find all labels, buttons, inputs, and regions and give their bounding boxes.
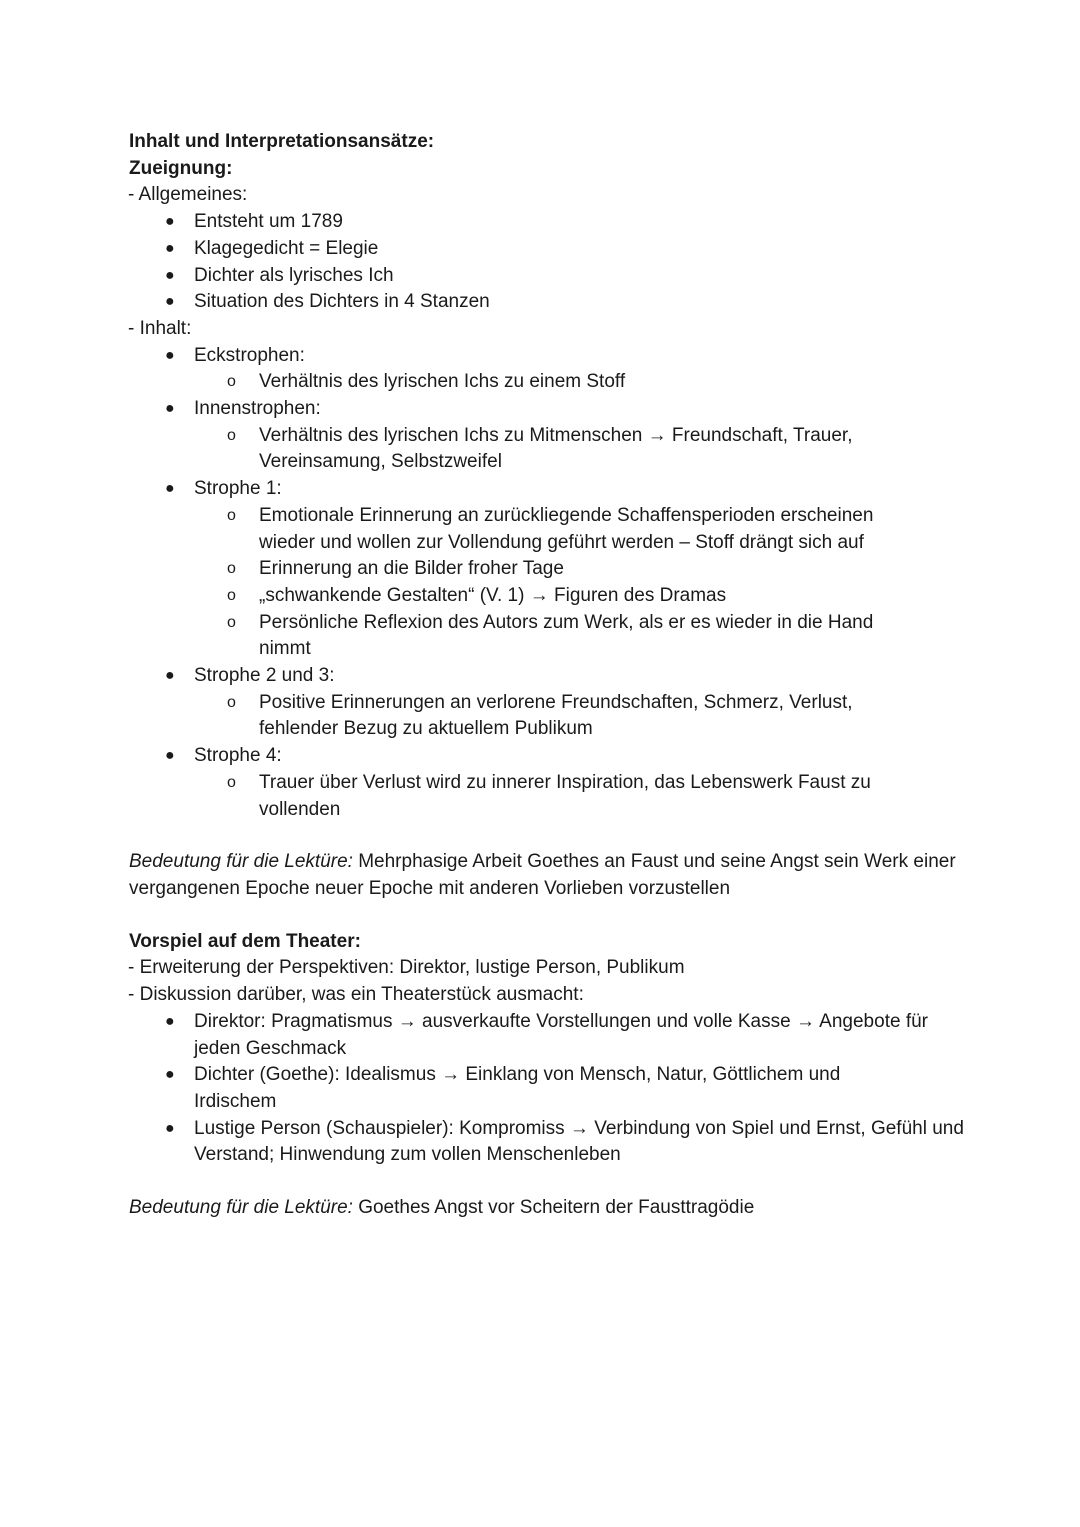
bullet-icon: ● bbox=[165, 1119, 175, 1137]
bullet-icon: ● bbox=[165, 480, 175, 498]
list-item: ● Lustige Person (Schauspieler): Kompromiss → Verbindung von Spiel und Ernst, Gefühl und Verstand; Hinwendung zum vollen Menschenleben bbox=[165, 1117, 964, 1166]
sub-list-item: o Erinnerung an die Bilder froher Tage bbox=[129, 556, 969, 583]
list-item: ● Klagegedicht = Elegie bbox=[129, 236, 969, 263]
list-item: ● Dichter (Goethe): Idealismus → Einklang von Mensch, Natur, Göttlichem und Irdischem bbox=[165, 1064, 841, 1112]
list-item: ● Entsteht um 1789 bbox=[129, 209, 969, 236]
zueignung-bedeutung: Bedeutung für die Lektüre: Mehrphasige Arbeit Goethes an Faust und seine Angst sein Werk einer vergangenen Epoche neuer Epoche mit anderen Vorlieben vorzustellen bbox=[129, 851, 956, 899]
sub-list-item: o Trauer über Verlust wird zu innerer Inspiration, das Lebenswerk Faust zu vollenden bbox=[227, 771, 871, 820]
vorspiel-line: - Erweiterung der Perspektiven: Direktor, lustige Person, Publikum bbox=[128, 957, 685, 979]
sub-list-item: o „schwankende Gestalten“ (V. 1) → Figuren des Dramas bbox=[129, 583, 969, 610]
list-item: ● Eckstrophen: bbox=[129, 343, 969, 370]
inhalt-label: - Inhalt: bbox=[128, 317, 192, 339]
sub-list-item: o Positive Erinnerungen an verlorene Freundschaften, Schmerz, Verlust, fehlender Bezug zu aktuellem Publikum bbox=[227, 691, 853, 740]
bullet-icon: ● bbox=[165, 1012, 175, 1030]
allgemeines-label: - Allgemeines: bbox=[128, 184, 248, 206]
bullet-icon: ● bbox=[165, 239, 175, 257]
sub-list-item: o Verhältnis des lyrischen Ichs zu Mitmenschen → Freundschaft, Trauer, Vereinsamung, Selbstzweifel bbox=[227, 424, 853, 473]
sub-list-item: o Persönliche Reflexion des Autors zum Werk, als er es wieder in die Hand nimmt bbox=[227, 611, 874, 660]
circle-bullet-icon: o bbox=[227, 506, 236, 524]
list-item: ● Strophe 2 und 3: bbox=[129, 663, 969, 690]
sub-list-item: o Verhältnis des lyrischen Ichs zu einem Stoff bbox=[129, 369, 969, 396]
bullet-icon: ● bbox=[165, 1066, 175, 1084]
list-item: ● Situation des Dichters in 4 Stanzen bbox=[129, 289, 969, 316]
zueignung-title: Zueignung: bbox=[129, 157, 233, 179]
circle-bullet-icon: o bbox=[227, 586, 236, 604]
vorspiel-bedeutung: Bedeutung für die Lektüre: Goethes Angst vor Scheitern der Fausttragödie bbox=[129, 1197, 755, 1219]
bullet-icon: ● bbox=[165, 213, 175, 231]
list-item: ● Strophe 1: bbox=[129, 476, 969, 503]
circle-bullet-icon: o bbox=[227, 426, 236, 444]
sub-list-item: o Emotionale Erinnerung an zurückliegende Schaffensperioden erscheinen wieder und wollen zur Vollendung geführt werden – Stoff drängt sich auf bbox=[227, 504, 874, 553]
bullet-icon: ● bbox=[165, 266, 175, 284]
circle-bullet-icon: o bbox=[227, 613, 236, 631]
document-page bbox=[129, 129, 969, 1222]
circle-bullet-icon: o bbox=[227, 693, 236, 711]
section-heading: Inhalt und Interpretationsansätze: bbox=[129, 131, 435, 152]
list-item: ● Direktor: Pragmatismus → ausverkaufte Vorstellungen und volle Kasse → Angebote für jeden Geschmack bbox=[165, 1010, 928, 1059]
bullet-icon: ● bbox=[165, 400, 175, 418]
bullet-icon: ● bbox=[165, 747, 175, 765]
bedeutung-label: Bedeutung für die Lektüre: bbox=[129, 851, 353, 873]
list-item: ● Innenstrophen: bbox=[129, 396, 969, 423]
vorspiel-title: Vorspiel auf dem Theater: bbox=[129, 930, 361, 952]
list-item: ● Strophe 4: bbox=[129, 743, 969, 770]
circle-bullet-icon: o bbox=[227, 373, 236, 391]
circle-bullet-icon: o bbox=[227, 773, 236, 791]
circle-bullet-icon: o bbox=[227, 560, 236, 578]
bullet-icon: ● bbox=[165, 293, 175, 311]
vorspiel-line: - Diskussion darüber, was ein Theaterstück ausmacht: bbox=[128, 984, 584, 1006]
bedeutung-label: Bedeutung für die Lektüre: bbox=[129, 1197, 353, 1219]
bullet-icon: ● bbox=[165, 346, 175, 364]
bullet-icon: ● bbox=[165, 667, 175, 685]
list-item: ● Dichter als lyrisches Ich bbox=[129, 263, 969, 290]
